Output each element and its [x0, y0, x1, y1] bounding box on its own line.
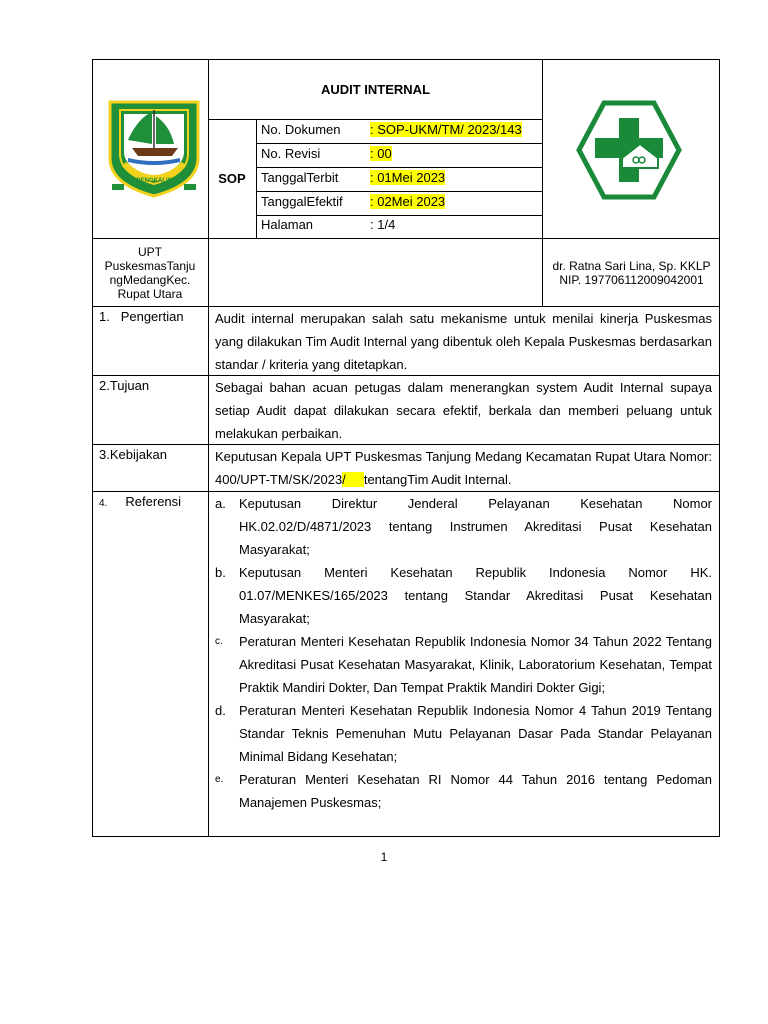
- meta-key: TanggalEfektif: [261, 194, 343, 209]
- reference-item: [215, 630, 712, 699]
- reference-marker: b.: [215, 565, 226, 580]
- meta-row-halaman: [256, 214, 543, 238]
- reference-text: Keputusan Direktur Jenderal Pelayanan Kesehatan Nomor HK.02.02/D/4871/2023 tentang Instrumen Akreditasi Pusat Kesehatan Masyarakat;: [239, 496, 712, 557]
- meta-key: TanggalTerbit: [261, 170, 339, 185]
- page-number: 1: [380, 850, 388, 864]
- doctor-name: dr. Ratna Sari Lina, Sp. KKLP: [552, 258, 711, 273]
- section-number: 1.: [99, 309, 110, 324]
- meta-value: : 00: [370, 146, 392, 161]
- reference-text: Keputusan Menteri Kesehatan Republik Indonesia Nomor HK. 01.07/MENKES/165/2023 tentang Standar Akreditasi Pusat Kesehatan Masyarakat;: [239, 565, 712, 626]
- reference-item: [215, 492, 712, 561]
- reference-text: Peraturan Menteri Kesehatan Republik Indonesia Nomor 4 Tahun 2019 Tentang Standar Teknis Pemenuhan Mutu Pelayanan Dasar Pada Standar Pelayanan Minimal Bidang Kesehatan;: [239, 703, 712, 764]
- institution-line: ngMedangKec.: [109, 272, 191, 287]
- meta-key: No. Dokumen: [261, 122, 341, 137]
- section-number: 4.: [99, 498, 108, 509]
- section-label: 3.Kebijakan: [93, 445, 209, 491]
- section-label: 2.Tujuan: [93, 376, 209, 444]
- institution-line: PuskesmasTanju: [104, 258, 196, 273]
- kebijakan-blank: /: [342, 472, 364, 487]
- reference-marker: c.: [215, 636, 223, 647]
- reference-item: [215, 561, 712, 630]
- puskesmas-logo: [576, 100, 682, 200]
- reference-list: [215, 492, 712, 814]
- meta-row-tanggal-efektif: [256, 191, 543, 215]
- reference-marker: e.: [215, 774, 224, 785]
- kebijakan-text: Keputusan Kepala UPT Puskesmas Tanjung Medang Kecamatan Rupat Utara Nomor: 400/UPT-TM/SK/2023: [215, 449, 712, 487]
- institution-line: Rupat Utara: [117, 286, 183, 301]
- kebijakan-text-after: tentangTim Audit Internal.: [363, 472, 512, 487]
- meta-row-tanggal-terbit: [256, 167, 543, 191]
- doctor-nip: NIP. 197706112009042001: [559, 272, 704, 287]
- logo-text: BENGKALIS: [136, 178, 172, 184]
- sop-label: SOP: [218, 171, 246, 186]
- meta-key: No. Revisi: [261, 146, 321, 161]
- document-title: AUDIT INTERNAL: [320, 81, 431, 97]
- section-kebijakan: [92, 445, 720, 492]
- reference-text: Peraturan Menteri Kesehatan Republik Indonesia Nomor 34 Tahun 2022 Tentang Akreditasi Pusat Kesehatan Masyarakat, Klinik, Laboratorium Kesehatan, Tempat Praktik Mandiri Dokter, Dan Tempat Praktik Mandiri Dokter Gigi;: [239, 634, 712, 695]
- meta-value: : 01Mei 2023: [370, 170, 446, 185]
- section-title: Referensi: [125, 494, 182, 509]
- meta-key: Halaman: [261, 217, 314, 232]
- meta-row-no-dokumen: [256, 119, 543, 143]
- reference-text: Peraturan Menteri Kesehatan RI Nomor 44 Tahun 2016 tentang Pedoman Manajemen Puskesmas;: [239, 772, 712, 810]
- section-title: Pengertian: [120, 309, 184, 324]
- institution-line: UPT: [138, 244, 162, 259]
- section-text: [209, 445, 719, 491]
- section-label: [93, 492, 209, 836]
- section-tujuan: [92, 376, 720, 445]
- meta-row-no-revisi: [256, 143, 543, 167]
- reference-item: [215, 699, 712, 768]
- meta-value: : 1/4: [370, 217, 396, 232]
- meta-value: : SOP-UKM/TM/ 2023/143: [370, 122, 522, 137]
- reference-marker: d.: [215, 703, 226, 718]
- institution-name: [92, 238, 208, 307]
- section-text: [209, 492, 719, 836]
- bengkalis-crest-logo: [108, 100, 200, 198]
- meta-value: : 02Mei 2023: [370, 194, 446, 209]
- section-pengertian: [92, 307, 720, 376]
- signatory: [543, 238, 720, 307]
- section-text: Sebagai bahan acuan petugas dalam menerangkan system Audit Internal supaya setiap Audit dapat dilakukan secara efektif, berkala dan memberi peluang untuk melakukan perbaikan.: [215, 380, 712, 441]
- sop-content-table: [92, 307, 720, 837]
- section-label: [93, 307, 209, 375]
- section-text: Audit internal merupakan salah satu mekanisme untuk menilai kinerja Puskesmas yang dilakukan Tim Audit Internal yang dibentuk oleh Kepala Puskesmas berdasarkan standar / kriteria yang ditetapkan.: [215, 311, 712, 372]
- reference-item: [215, 768, 712, 814]
- reference-marker: a.: [215, 496, 226, 511]
- section-referensi: [92, 492, 720, 837]
